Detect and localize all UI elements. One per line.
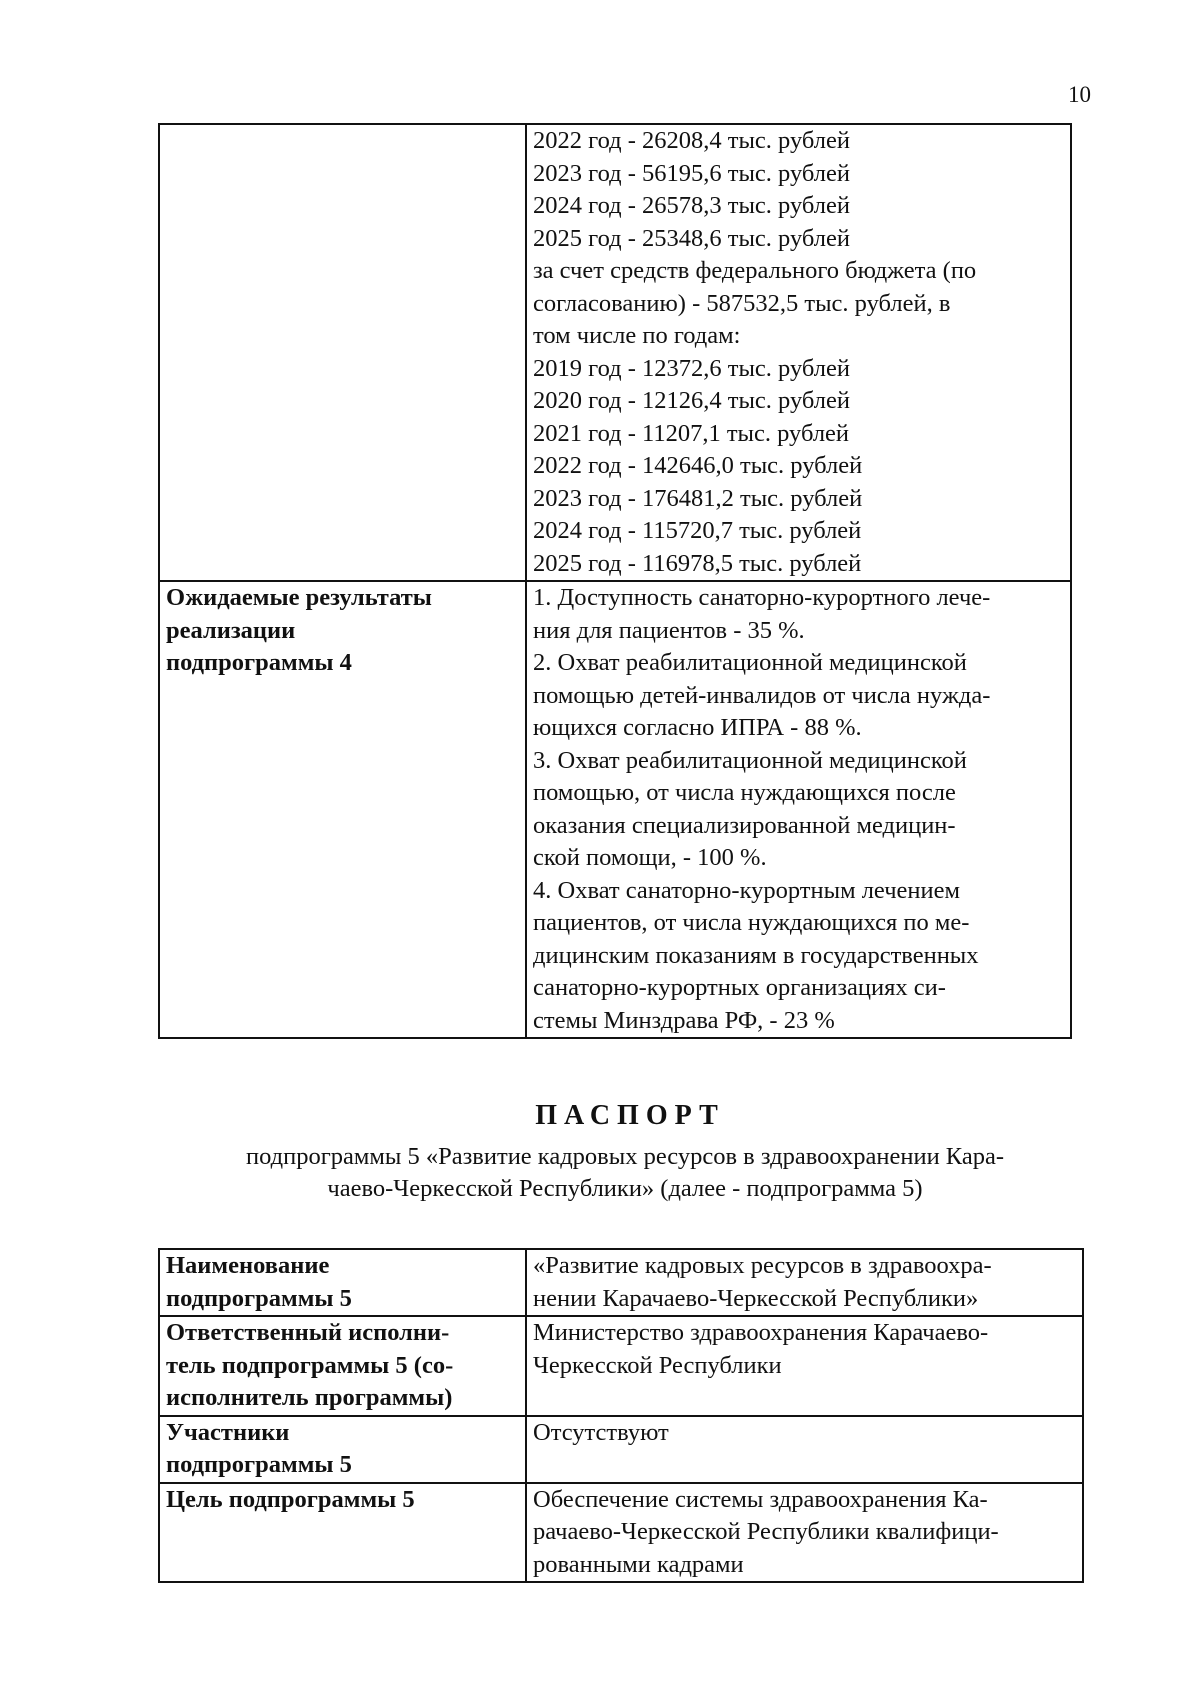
results-line: ской помощи, - 100 %. [533,844,767,871]
funding-row [159,124,1071,581]
passport-label-cell [159,1483,526,1583]
results-label-line: реализации [166,616,296,644]
funding-line: 2021 год - 11207,1 тыс. рублей [533,419,850,447]
passport-subtitle [158,1141,1092,1205]
passport-value-line: Обеспечение системы здравоохранения Ка- [533,1485,988,1513]
passport-row-goal [159,1483,1083,1583]
results-line: пациентов, от числа нуждающихся по ме- [533,909,970,936]
passport-value-line: Черкесской Республики [533,1351,782,1379]
funding-line: за счет средств федерального бюджета (по [533,257,977,284]
funding-line: 2022 год - 26208,4 тыс. рублей [533,127,850,154]
results-line: 2. Охват реабилитационной медицинской [533,649,967,676]
passport-value-line: «Развитие кадровых ресурсов в здравоохра- [533,1252,992,1279]
passport-title: ПАСПОРТ [535,1100,725,1131]
funding-line: согласованию) - 587532,5 тыс. рублей, в [533,289,951,317]
funding-line: 2023 год - 176481,2 тыс. рублей [533,484,863,512]
funding-line: 2024 год - 115720,7 тыс. рублей [533,517,862,544]
results-line: стемы Минздрава РФ, - 23 % [533,1006,835,1034]
passport-value-cell [526,1416,1083,1483]
results-line: санаторно-курортных организациях си- [533,974,946,1001]
passport-table [158,1248,1084,1583]
funding-line: 2023 год - 56195,6 тыс. рублей [533,159,850,187]
passport-label-line: исполнитель программы) [166,1384,453,1411]
results-line: помощью, от числа нуждающихся после [533,779,956,806]
results-label-cell [159,581,526,1038]
passport-label-line: подпрограммы 5 [166,1284,352,1312]
funding-table [158,123,1072,1039]
passport-label-line: Наименование [166,1252,330,1279]
funding-line: 2020 год - 12126,4 тыс. рублей [533,387,850,414]
results-label-line: подпрограммы 4 [166,649,352,676]
passport-value-line: Отсутствуют [533,1418,669,1446]
page-number: 10 [1068,82,1091,107]
passport-value-line: рачаево-Черкесской Республики квалифици- [533,1518,999,1545]
funding-line: 2024 год - 26578,3 тыс. рублей [533,192,850,219]
funding-label-cell [159,124,526,581]
funding-value-cell [526,124,1071,581]
results-line: 4. Охват санаторно-курортным лечением [533,876,960,904]
passport-subtitle-line: чаево-Черкесской Республики» (далее - подпрограмма 5) [327,1175,923,1202]
passport-label-line: тель подпрограммы 5 (со- [166,1351,454,1379]
passport-subtitle-line: подпрограммы 5 «Развитие кадровых ресурсов в здравоохранении Кара- [246,1143,1004,1170]
results-value-cell [526,581,1071,1038]
passport-row-executor [159,1316,1083,1416]
passport-value-line: рованными кадрами [533,1550,744,1578]
results-line: помощью детей-инвалидов от числа нужда- [533,681,991,709]
funding-line: 2019 год - 12372,6 тыс. рублей [533,354,850,382]
passport-label-line: Ответственный исполни- [166,1319,450,1346]
passport-value-cell [526,1316,1083,1416]
passport-row-name [159,1249,1083,1316]
results-line: ния для пациентов - 35 %. [533,616,805,644]
results-line: 1. Доступность санаторно-курортного лече- [533,584,991,611]
results-row [159,581,1071,1038]
funding-line: 2022 год - 142646,0 тыс. рублей [533,452,863,479]
results-line: ющихся согласно ИПРА - 88 %. [533,714,862,741]
results-line: 3. Охват реабилитационной медицинской [533,746,967,774]
passport-label-line: Цель подпрограммы 5 [166,1485,415,1513]
passport-label-line: подпрограммы 5 [166,1451,352,1478]
passport-value-line: Министерство здравоохранения Карачаево- [533,1319,989,1346]
passport-label-cell [159,1249,526,1316]
funding-line: том числе по годам: [533,322,741,349]
results-line: дицинским показаниям в государственных [533,941,979,969]
passport-row-participants [159,1416,1083,1483]
passport-label-cell [159,1316,526,1416]
funding-line: 2025 год - 116978,5 тыс. рублей [533,549,862,577]
passport-value-cell [526,1249,1083,1316]
passport-label-line: Участники [166,1418,290,1446]
passport-value-line: нении Карачаево-Черкесской Республики» [533,1284,979,1312]
passport-label-cell [159,1416,526,1483]
results-line: оказания специализированной медицин- [533,811,956,839]
results-label-line: Ожидаемые результаты [166,584,432,611]
funding-line: 2025 год - 25348,6 тыс. рублей [533,224,850,252]
passport-value-cell [526,1483,1083,1583]
